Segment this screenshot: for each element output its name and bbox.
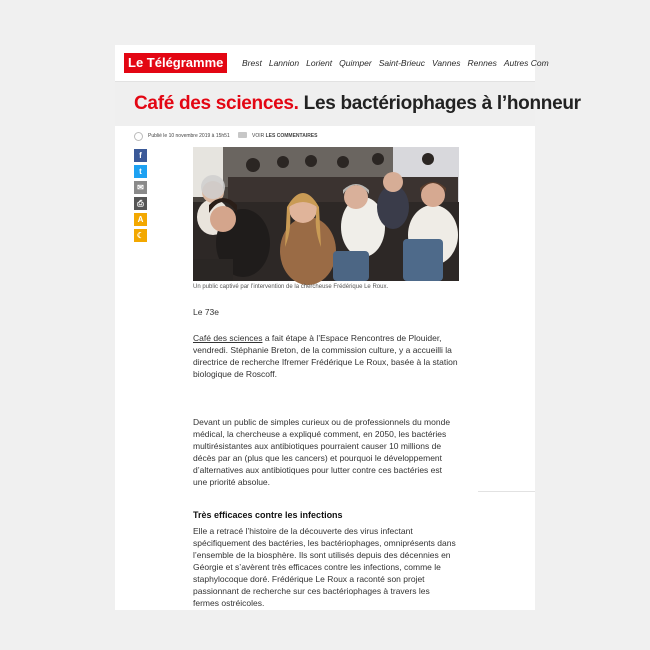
- paragraph-1: [193, 332, 458, 380]
- cafe-des-sciences-link[interactable]: Café des sciences: [193, 333, 263, 343]
- paragraph-2: Devant un public de simples curieux ou de professionnels du monde médical, la chercheuse a expliqué comment, en 2050, les bactéries multirésistantes aux antibiotiques pourraient causer 10 millions de décès par an (plus que les cancers) et pourquoi le développement d’alternatives aux antibiotiques pour lutter contre ces bactéries est une priorité absolue.: [193, 417, 451, 487]
- night-mode-button[interactable]: [134, 229, 147, 242]
- article-page: [115, 45, 581, 610]
- font-size-button[interactable]: [134, 213, 147, 226]
- nav-link-vannes[interactable]: Vannes: [432, 58, 461, 68]
- audience-photo-illustration: [193, 147, 459, 281]
- email-share-button[interactable]: [134, 181, 147, 194]
- print-icon: ⎙: [137, 198, 144, 208]
- comments-prefix: VOIR: [252, 133, 265, 139]
- view-comments-link[interactable]: [252, 133, 317, 139]
- twitter-icon: t: [139, 167, 142, 176]
- photo-caption: Un public captivé par l’intervention de la chercheuse Frédérique Le Roux.: [193, 284, 389, 290]
- facebook-share-button[interactable]: [134, 149, 147, 162]
- city-nav: [242, 58, 556, 68]
- article-meta: [134, 132, 534, 142]
- nav-link-autres-communes[interactable]: Autres Com: [503, 58, 549, 68]
- site-logo[interactable]: Le Télégramme: [124, 53, 227, 73]
- comments-label: LES COMMENTAIRES: [265, 133, 318, 139]
- night-mode-icon: ☾: [136, 231, 145, 240]
- print-button[interactable]: [134, 197, 147, 210]
- publish-date: Publié le 10 novembre 2019 à 15h51: [148, 133, 230, 139]
- nav-link-lorient[interactable]: Lorient: [306, 58, 333, 68]
- paragraph-1-text: a fait étape à l’Espace Rencontres de Plouider, vendredi. Stéphanie Breton, de la commission culture, y a accueilli la directrice de recherche Ifremer Frédérique Le Roux, basée à la station biologique de Roscoff.: [193, 333, 458, 379]
- clock-icon: [134, 132, 143, 141]
- share-rail: [134, 149, 148, 245]
- title-main: Les bactériophages à l’honneur: [303, 93, 581, 114]
- paragraph-3: Elle a retracé l’histoire de la découverte des virus infectant spécifiquement des bactéries, les bactériophages, omniprésents dans l’ensemble de la biosphère. Ils sont utilisés depuis des décennies en Géorgie et s’avèrent très efficaces contre les infections, comme le staphylocoque doré. Frédérique Le Roux a raconté son projet passionnant de recherche sur ces bactériophages à travers les fermes ostréicoles.: [193, 526, 456, 608]
- section-heading: Très efficaces contre les infections: [193, 510, 343, 520]
- divider: [478, 491, 535, 492]
- twitter-share-button[interactable]: [134, 165, 147, 178]
- article-body: [193, 306, 458, 609]
- article-photo: [193, 147, 459, 281]
- nav-link-rennes[interactable]: Rennes: [467, 58, 497, 68]
- email-icon: ✉: [137, 183, 144, 192]
- article-title: [134, 93, 581, 115]
- title-kicker: Café des sciences.: [134, 93, 299, 114]
- nav-link-quimper[interactable]: Quimper: [339, 58, 372, 68]
- nav-link-lannion[interactable]: Lannion: [268, 58, 300, 68]
- nav-link-brest[interactable]: Brest: [242, 58, 262, 68]
- comment-icon: [238, 132, 247, 138]
- intro-line: Le 73e: [193, 307, 219, 317]
- nav-link-saint-brieuc[interactable]: Saint-Brieuc: [378, 58, 426, 68]
- site-header: [115, 45, 549, 82]
- facebook-icon: f: [139, 151, 142, 160]
- font-size-icon: A: [137, 215, 144, 224]
